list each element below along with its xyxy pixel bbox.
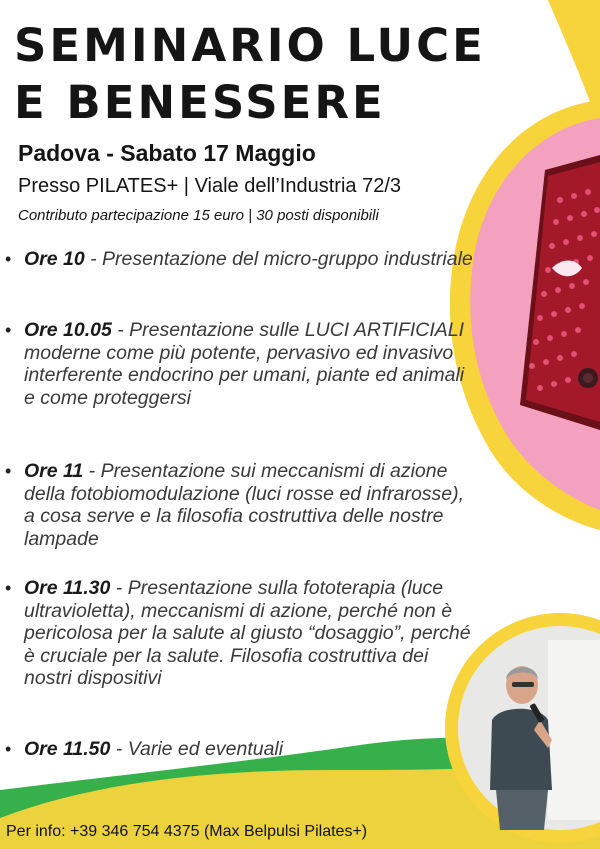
- bullet-icon: •: [5, 578, 12, 598]
- agenda-item: [5, 319, 474, 409]
- agenda-time: Ore 11.50: [24, 738, 111, 760]
- agenda-item: [5, 460, 474, 550]
- bullet-icon: •: [5, 739, 12, 759]
- agenda-text: - Presentazione sulla fototerapia (luce ultravioletta), meccanismi di azione, perché non è pericolosa per la salute al giusto “dosaggio”, perché è cruciale per la salute. Filosofia costruttiva dei nostri dispositivi: [24, 577, 471, 689]
- agenda-item: [5, 738, 474, 761]
- event-date-location: Padova - Sabato 17 Maggio: [18, 140, 316, 166]
- agenda-item: [5, 248, 474, 271]
- agenda-text: - Presentazione sui meccanismi di azione della fotobiomodulazione (luci rosse ed infrarosse), a cosa serve e la filosofia costruttiva delle nostre lampade: [24, 460, 465, 550]
- agenda-item: [5, 577, 474, 690]
- agenda-time: Ore 11.30: [24, 577, 111, 599]
- poster-title-line-2: E BENESSERE: [14, 76, 386, 129]
- agenda-text: - Presentazione del micro-gruppo industriale: [84, 248, 473, 270]
- agenda-text: - Varie ed eventuali: [110, 738, 284, 760]
- agenda-time: Ore 11: [24, 460, 84, 482]
- event-price-seats: Contributo partecipazione 15 euro | 30 posti disponibili: [18, 207, 379, 224]
- agenda-time: Ore 10: [24, 248, 85, 270]
- bullet-icon: •: [5, 461, 12, 481]
- bullet-icon: •: [5, 249, 12, 269]
- poster-title-line-1: SEMINARIO LUCE: [14, 19, 486, 72]
- event-venue: Presso PILATES+ | Viale dell’Industria 72/3: [18, 175, 401, 197]
- agenda-time: Ore 10.05: [24, 319, 112, 341]
- agenda-text: - Presentazione sulle LUCI ARTIFICIALI moderne come più potente, pervasivo ed invasivo interferente endocrino per umani, piante ed animali e come proteggersi: [24, 319, 465, 409]
- bullet-icon: •: [5, 320, 12, 340]
- contact-info: Per info: +39 346 754 4375 (Max Belpulsi Pilates+): [6, 823, 368, 840]
